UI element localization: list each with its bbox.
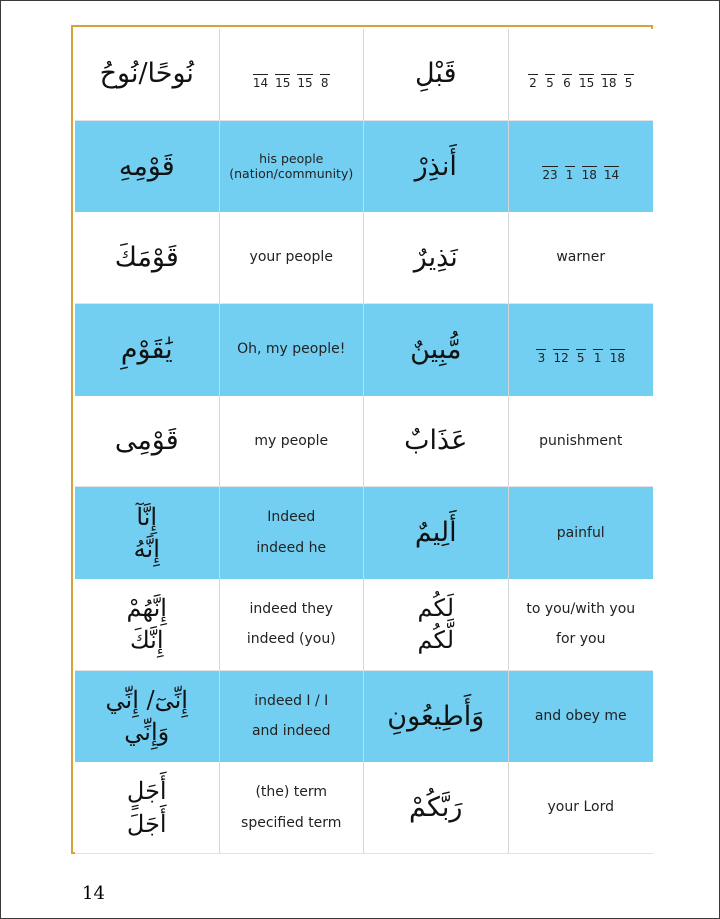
arabic-word: إِنَّآ <box>136 502 158 531</box>
table-cell-r2-c3 <box>364 121 509 213</box>
arabic-word: أَنذِرْ <box>414 150 457 182</box>
english-text: punishment <box>539 432 623 449</box>
arabic-word: وَأَطِيعُونِ <box>387 700 485 732</box>
table-cell-r8-c1 <box>75 671 220 763</box>
table-cell-r4-c2 <box>220 304 365 396</box>
table-cell-r2-c2 <box>220 121 365 213</box>
number-with-overline: 14 <box>603 167 620 182</box>
english-text: my people <box>254 432 329 449</box>
table-cell-r8-c2 <box>220 671 365 763</box>
letter-number-code <box>542 166 619 181</box>
english-text: his people <box>259 150 324 166</box>
arabic-word: إِنَّكَ <box>129 626 164 655</box>
arabic-word: نُوحًا/نُوحُ <box>99 58 194 90</box>
english-meaning <box>247 601 336 649</box>
table-cell-r9-c4 <box>509 762 654 854</box>
english-meaning <box>539 433 622 450</box>
number-with-overline: 15 <box>275 75 291 90</box>
letter-number-code <box>528 74 634 89</box>
arabic-word: وَإِنِّي <box>124 718 170 747</box>
english-meaning <box>556 249 605 266</box>
arabic-word: أَجَلَ <box>126 809 167 838</box>
letter-number-code <box>536 349 625 364</box>
page-number: 14 <box>82 883 105 904</box>
number-with-overline: 8 <box>320 75 329 90</box>
number-with-overline: 18 <box>601 75 617 90</box>
english-meaning <box>557 525 605 542</box>
arabic-word: لَكُم <box>417 593 455 622</box>
table-cell-r1-c1 <box>75 29 220 121</box>
english-meaning <box>548 799 614 816</box>
arabic-word: إِنَّهُ <box>133 535 160 564</box>
english-text: indeed they <box>249 600 333 617</box>
english-text: warner <box>556 249 606 266</box>
number-with-overline: 23 <box>542 167 558 182</box>
arabic-word: رَبَّكُمْ <box>409 791 463 823</box>
table-cell-r9-c1 <box>75 762 220 854</box>
vocabulary-grid <box>75 29 653 854</box>
english-meaning <box>241 784 341 832</box>
english-meaning <box>252 693 331 741</box>
arabic-word: قَوْمِى <box>114 425 179 457</box>
table-cell-r7-c4 <box>509 579 654 671</box>
vocabulary-table-frame <box>71 25 653 854</box>
table-cell-r5-c1 <box>75 396 220 488</box>
table-cell-r5-c3 <box>364 396 509 488</box>
english-text: and obey me <box>534 708 627 725</box>
letter-number-code <box>253 74 330 89</box>
table-cell-r6-c1 <box>75 487 220 579</box>
arabic-word: لَّكُم <box>417 626 455 655</box>
table-cell-r1-c4 <box>509 29 654 121</box>
number-with-overline: 12 <box>553 351 569 366</box>
english-meaning <box>254 433 328 450</box>
english-text: indeed (you) <box>246 631 336 648</box>
table-cell-r4-c4 <box>509 304 654 396</box>
number-with-overline: 5 <box>546 75 554 90</box>
table-cell-r4-c3 <box>364 304 509 396</box>
arabic-word: قَوْمِهِ <box>118 150 175 182</box>
table-cell-r7-c3 <box>364 579 509 671</box>
arabic-word: نَذِيرٌ <box>413 241 458 273</box>
english-text: for you <box>556 631 606 648</box>
table-cell-r6-c3 <box>364 487 509 579</box>
table-cell-r8-c4 <box>509 671 654 763</box>
table-cell-r6-c4 <box>509 487 654 579</box>
number-with-overline: 5 <box>576 351 585 366</box>
english-text: specified term <box>241 814 342 831</box>
english-meaning <box>526 601 635 649</box>
english-text: (the) term <box>255 783 328 800</box>
number-with-overline: 5 <box>624 75 633 90</box>
table-cell-r6-c2 <box>220 487 365 579</box>
table-cell-r1-c3 <box>364 29 509 121</box>
english-text: (nation/community) <box>229 166 354 182</box>
english-text: to you/with you <box>526 600 636 617</box>
english-meaning <box>237 341 345 358</box>
arabic-word: أَجَلٍ <box>126 777 167 806</box>
table-cell-r7-c1 <box>75 579 220 671</box>
number-with-overline: 14 <box>252 75 269 90</box>
number-with-overline: 15 <box>578 75 595 90</box>
number-with-overline: 1 <box>565 167 574 182</box>
table-cell-r5-c4 <box>509 396 654 488</box>
table-cell-r9-c3 <box>364 762 509 854</box>
table-cell-r3-c1 <box>75 212 220 304</box>
english-text: your people <box>249 249 333 266</box>
number-with-overline: 15 <box>297 75 313 90</box>
english-text: Indeed <box>267 509 316 526</box>
table-cell-r1-c2 <box>220 29 365 121</box>
arabic-word: مُّبِينٌ <box>410 333 462 365</box>
table-cell-r9-c2 <box>220 762 365 854</box>
english-meaning <box>256 509 326 557</box>
english-text: painful <box>556 524 605 541</box>
number-with-overline: 1 <box>593 351 602 366</box>
table-cell-r5-c2 <box>220 396 365 488</box>
english-text: your Lord <box>547 799 614 816</box>
table-cell-r4-c1 <box>75 304 220 396</box>
english-text: indeed he <box>256 540 327 557</box>
number-with-overline: 18 <box>581 167 597 182</box>
english-text: Oh, my people! <box>237 341 346 358</box>
arabic-word: أَلِيمٌ <box>414 517 457 549</box>
table-cell-r3-c3 <box>364 212 509 304</box>
number-with-overline: 2 <box>529 75 537 90</box>
table-cell-r2-c1 <box>75 121 220 213</box>
table-cell-r8-c3 <box>364 671 509 763</box>
table-cell-r7-c2 <box>220 579 365 671</box>
arabic-word: عَذَابٌ <box>404 425 468 457</box>
arabic-word: إِنَّهُمْ <box>126 593 167 622</box>
table-cell-r3-c4 <box>509 212 654 304</box>
arabic-word: يَٰقَوْمِ <box>120 333 173 365</box>
arabic-word: إِنِّىٓ/ إِنِّي <box>105 686 188 715</box>
number-with-overline: 18 <box>609 351 626 366</box>
arabic-word: قَبْلِ <box>414 58 457 90</box>
english-text: and indeed <box>251 723 331 740</box>
table-cell-r3-c2 <box>220 212 365 304</box>
number-with-overline: 3 <box>537 351 546 366</box>
english-meaning <box>229 151 353 182</box>
english-text: indeed I / I <box>254 692 329 709</box>
number-with-overline: 6 <box>563 75 571 90</box>
english-meaning <box>250 249 333 266</box>
table-cell-r2-c4 <box>509 121 654 213</box>
english-meaning <box>535 708 627 725</box>
arabic-word: قَوْمَكَ <box>114 241 179 273</box>
